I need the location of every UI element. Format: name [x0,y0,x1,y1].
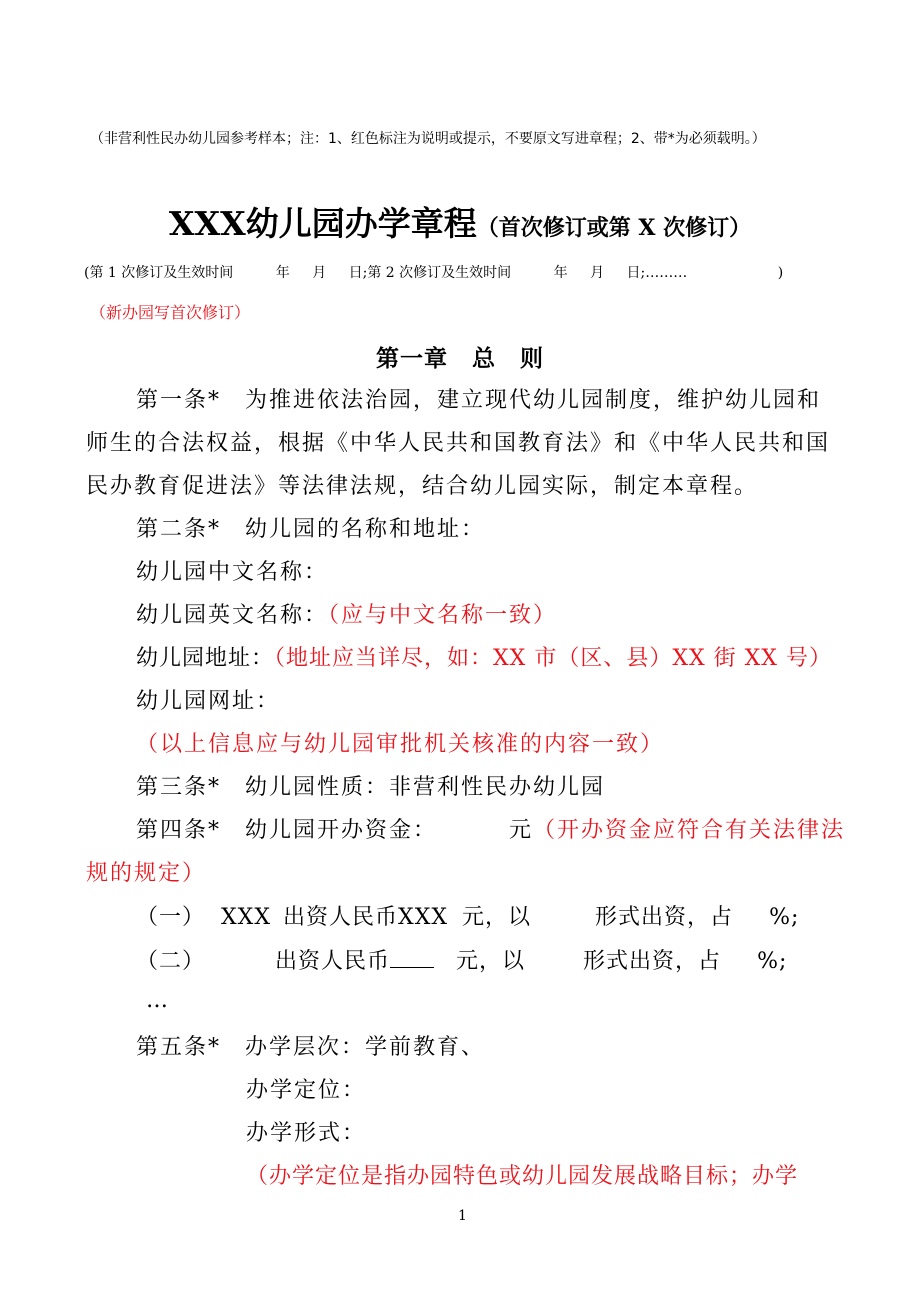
item2-text2: 元，以 [456,949,526,974]
en-name-label: 幼儿园英文名称： [136,603,329,628]
article5-note: （办学定位是指办园特色或幼儿园发展战略目标；办学 [246,1164,799,1189]
capital-note-line2: 规的规定） [86,861,207,886]
page-number: 1 [458,1208,467,1224]
item1-text2: 元，以 [462,905,532,930]
item1-text1: 出资人民币 [283,905,399,930]
rev-month1: 月 [312,265,327,281]
article1-line2: 师生的合法权益，根据《中华人民共和国教育法》和《中华人民共和国 [86,431,831,456]
article3: 第三条* 幼儿园性质：非营利性民办幼儿园 [136,775,606,800]
article1-line3: 民办教育促进法》等法律法规，结合幼儿园实际，制定本章程。 [86,474,759,499]
rev-day2: 日;……… [626,265,688,281]
sample-note: （非营利性民办幼儿园参考样本；注：1、红色标注为说明或提示，不要原文写进章程；2、带*为必须载明。） [90,131,766,147]
article1-line1: 第一条* 为推进依法治园，建立现代幼儿园制度，维护幼儿园和 [136,388,822,413]
investor-item-1 [136,900,799,931]
item1-amount: XXX [398,905,449,930]
rev-year2: 年 [553,265,568,281]
rev-month2: 月 [590,265,605,281]
item2-text1: 出资人民币 [275,949,391,974]
new-kindergarten-note: （新办园写首次修订） [90,303,251,322]
investor-item-2 [136,943,787,975]
rev-day1: 日;第 2 次修订及生效时间 [348,265,512,281]
revision-line [84,262,783,282]
capital-label: 第四条* 幼儿园开办资金： [136,818,438,843]
chapter-heading: 第一章 总 则 [376,345,544,372]
en-name-note: （应与中文名称一致） [328,603,558,628]
article5-position: 办学定位： [246,1078,367,1103]
title-sub: （首次修订或第 X 次修订） [476,215,752,241]
info-consistency-note: （以上信息应与幼儿园审批机关核准的内容一致） [136,732,665,757]
address-line [136,641,832,672]
website-label: 幼儿园网址： [136,689,281,714]
capital-note-line1: （开办资金应符合有关法律法 [533,818,846,843]
rev-part1: (第 1 次修订及生效时间 [84,265,234,281]
ellipsis: … [146,988,170,1013]
document-title [0,198,920,245]
item2-text3: 形式出资，占 [583,949,722,974]
cn-name-label: 幼儿园中文名称： [136,560,329,585]
item1-number: （一） [136,905,206,930]
item1-investor: XXX [221,905,272,930]
en-name-line [136,598,557,629]
item2-percent: %; [757,949,788,974]
item1-text3: 形式出资，占 [595,905,734,930]
article5-level: 第五条* 办学层次：学前教育、 [136,1035,486,1060]
rev-close: ) [777,265,784,281]
article5-form: 办学形式： [246,1121,367,1146]
capital-unit: 元 [509,818,534,843]
article4-line1 [136,813,845,844]
title-main: XXX幼儿园办学章程 [168,204,477,243]
article2-title: 第二条* 幼儿园的名称和地址： [136,517,486,542]
address-note: （地址应当详尽，如：XX 市（区、县）XX 街 XX 号） [274,646,832,671]
item2-amount-blank [390,943,434,968]
rev-year1: 年 [275,265,290,281]
item2-number: （二） [136,949,206,974]
address-label: 幼儿园地址： [136,646,275,671]
item1-percent: %; [769,905,800,930]
